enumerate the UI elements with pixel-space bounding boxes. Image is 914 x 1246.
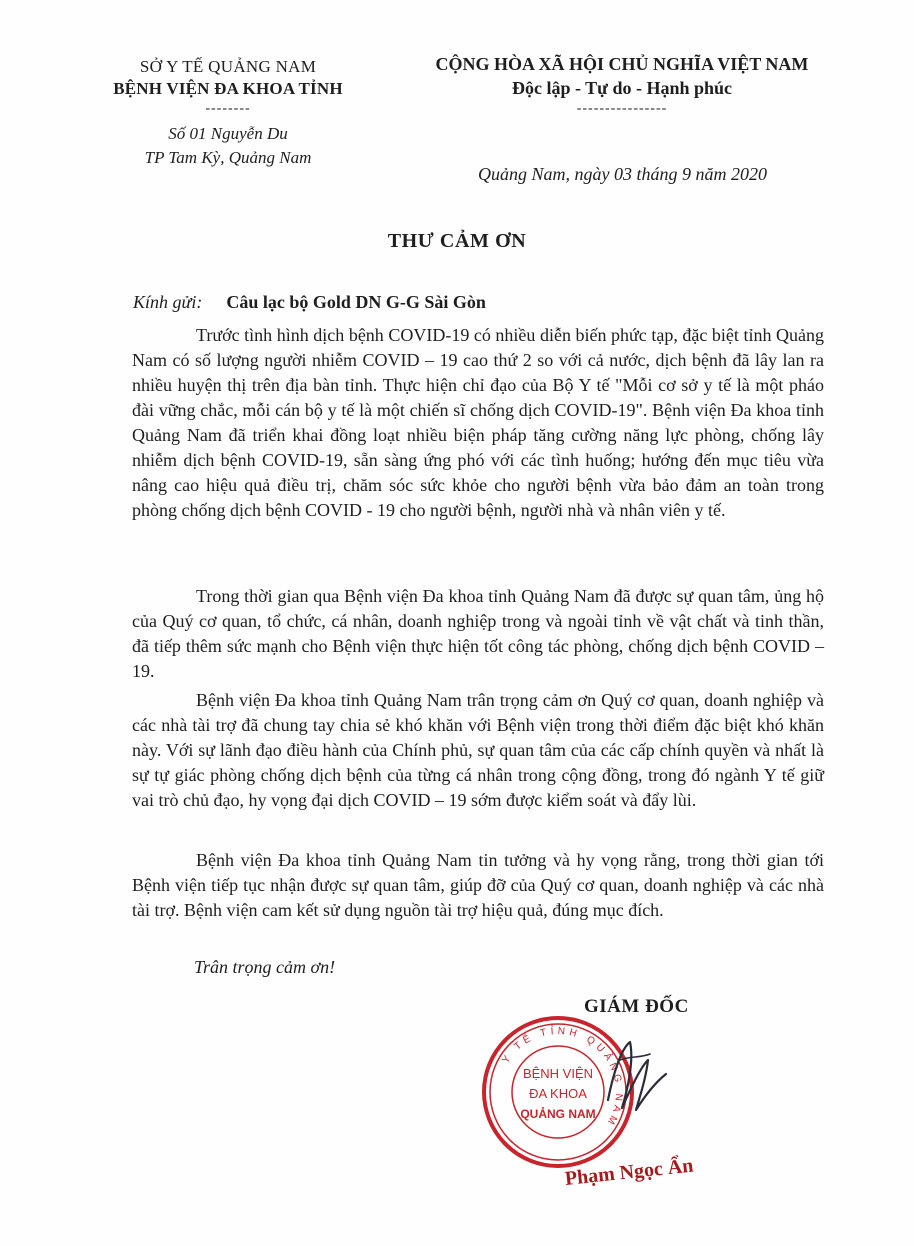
paragraph-text: Trước tình hình dịch bệnh COVID-19 có nhiều diễn biến phức tạp, đặc biệt tỉnh Quảng Nam có số lượng người nhiễm COVID – 19 cao thứ 2 so với cả nước, dịch bệnh đã lây lan ra nhiều huyện thị trên địa bàn tỉnh. Thực hiện chỉ đạo của Bộ Y tế "Mỗi cơ sở y tế là một pháo đài vững chắc, mỗi cán bộ y tế là một chiến sĩ chống dịch COVID-19". Bệnh viện Đa khoa tỉnh Quảng Nam đã triển khai đồng loạt nhiều biện pháp tăng cường năng lực phòng, chống lây nhiễm dịch bệnh COVID-19, sẵn sàng ứng phó với các tình huống; hướng đến mục tiêu vừa nâng cao hiệu quả điều trị, chăm sóc sức khỏe cho người bệnh vừa bảo đảm an toàn trong phòng chống dịch bệnh COVID - 19 cho người bệnh, người nhà và nhân viên y tế. [132, 325, 824, 520]
body-paragraph [132, 688, 824, 813]
paragraph-text: Bệnh viện Đa khoa tỉnh Quảng Nam tin tưởng và hy vọng rằng, trong thời gian tới Bệnh viện tiếp tục nhận được sự quan tâm, giúp đỡ của Quý cơ quan, doanh nghiệp và các nhà tài trợ. Bệnh viện cam kết sử dụng nguồn tài trợ hiệu quả, đúng mục đích. [132, 850, 824, 920]
parent-organization: SỞ Y TẾ QUẢNG NAM [139, 57, 317, 76]
address-line-2: TP Tam Kỳ, Quảng Nam [144, 148, 312, 167]
issuer-divider: -------- [205, 101, 251, 116]
signer-title: GIÁM ĐỐC [584, 996, 689, 1017]
issuer-header [78, 56, 378, 170]
body-paragraph [132, 323, 824, 523]
address-line-1: Số 01 Nguyễn Du [168, 124, 288, 143]
place-date: Quảng Nam, ngày 03 tháng 9 năm 2020 [478, 164, 767, 184]
recipient-line [133, 292, 486, 313]
motto-divider: ---------------- [576, 101, 668, 116]
seal-ring-text: Y TẾ TỈNH QUẢNG NAM [500, 1025, 625, 1130]
body-paragraph [132, 584, 824, 684]
handwritten-signature [600, 1030, 670, 1130]
seal-line-2: ĐA KHOA [529, 1086, 587, 1101]
letter-title: THƯ CẢM ƠN [387, 230, 527, 252]
national-header [372, 52, 872, 116]
signer-name: Phạm Ngọc Ẩn [563, 1154, 695, 1190]
organization-name: BỆNH VIỆN ĐA KHOA TỈNH [113, 79, 343, 98]
recipient-label: Kính gửi: [133, 292, 203, 312]
seal-line-1: BỆNH VIỆN [522, 1066, 594, 1081]
country-name: CỘNG HÒA XÃ HỘI CHỦ NGHĨA VIỆT NAM [435, 54, 809, 74]
national-motto: Độc lập - Tự do - Hạnh phúc [511, 78, 733, 98]
recipient-name: Câu lạc bộ Gold DN G-G Sài Gòn [226, 292, 486, 312]
closing-line: Trân trọng cảm ơn! [194, 957, 336, 977]
paragraph-text: Trong thời gian qua Bệnh viện Đa khoa tỉnh Quảng Nam đã được sự quan tâm, ủng hộ của Quý cơ quan, tổ chức, cá nhân, doanh nghiệp trong và ngoài tỉnh về vật chất và tinh thần, đã tiếp thêm sức mạnh cho Bệnh viện thực hiện tốt công tác phòng, chống dịch bệnh COVID – 19. [132, 586, 824, 681]
paragraph-text: Bệnh viện Đa khoa tỉnh Quảng Nam trân trọng cảm ơn Quý cơ quan, doanh nghiệp và các nhà tài trợ đã chung tay chia sẻ khó khăn với Bệnh viện trong thời điểm đặc biệt khó khăn này. Với sự lãnh đạo điều hành của Chính phủ, sự quan tâm của các cấp chính quyền và nhất là sự tự giác phòng chống dịch bệnh của từng cá nhân trong cộng đồng, trong đó ngành Y tế giữ vai trò chủ đạo, hy vọng đại dịch COVID – 19 sớm được kiểm soát và đẩy lùi. [132, 690, 824, 810]
seal-line-3: QUẢNG NAM [520, 1107, 596, 1121]
body-paragraph [132, 848, 824, 923]
